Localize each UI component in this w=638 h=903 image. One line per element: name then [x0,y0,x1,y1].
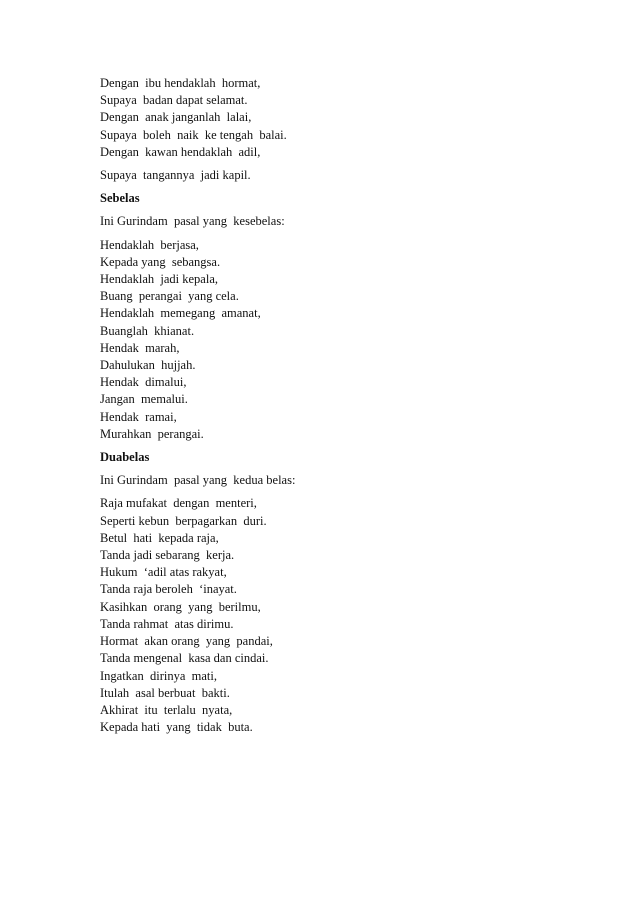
poem-line: Itulah asal berbuat bakti. [100,685,230,700]
poem-line: Seperti kebun berpagarkan duri. [100,513,267,528]
poem-line: Kepada yang sebangsa. [100,254,221,269]
poem-line: Hendak marah, [100,340,180,355]
poem-line: Tanda raja beroleh ‘inayat. [100,582,237,597]
section-intro: Ini Gurindam pasal yang kesebelas: [100,214,285,229]
poem-line: Hendaklah jadi kepala, [100,272,219,287]
poem-line: Betul hati kepada raja, [100,530,219,545]
poem-line: Kasihkan orang yang berilmu, [100,599,261,614]
poem-line: Dengan kawan hendaklah adil, [100,144,261,159]
poem-line: Raja mufakat dengan menteri, [100,496,257,511]
poem-line: Supaya tangannya jadi kapil. [100,168,251,183]
poem-line: Tanda mengenal kasa dan cindai. [100,651,269,666]
stanza-sebelas [100,237,540,443]
poem-line: Tanda rahmat atas dirimu. [100,616,234,631]
poem-line: Dengan ibu hendaklah hormat, [100,76,261,90]
poem-line: Akhirat itu terlalu nyata, [100,702,233,717]
poem-line: Tanda jadi sebarang kerja. [100,548,235,563]
poem-line: Ingatkan dirinya mati, [100,668,217,683]
poem-line: Kepada hati yang tidak buta. [100,720,253,735]
poem-line: Buanglah khianat. [100,323,195,338]
poem-line: Hendaklah memegang amanat, [100,306,261,321]
poem-line: Supaya badan dapat selamat. [100,93,248,108]
poem-line: Supaya boleh naik ke tengah balai. [100,127,287,142]
poem-line: Hukum ‘adil atas rakyat, [100,565,227,580]
section-intro: Ini Gurindam pasal yang kedua belas: [100,473,296,488]
poem-line: Murahkan perangai. [100,426,204,441]
poem-line: Hendak ramai, [100,409,177,424]
poem-line: Hormat akan orang yang pandai, [100,634,273,649]
poem-body [100,75,540,736]
poem-line: Hendaklah berjasa, [100,237,199,252]
section-heading-duabelas: Duabelas [100,450,150,465]
stanza-opening [100,75,540,161]
poem-line: Buang perangai yang cela. [100,289,239,304]
poem-line: Dahulukan hujjah. [100,358,196,373]
section-heading-sebelas: Sebelas [100,191,140,206]
poem-line: Jangan memalui. [100,392,188,407]
stanza-duabelas [100,495,540,736]
poem-line: Hendak dimalui, [100,375,187,390]
poem-line: Dengan anak janganlah lalai, [100,110,252,125]
